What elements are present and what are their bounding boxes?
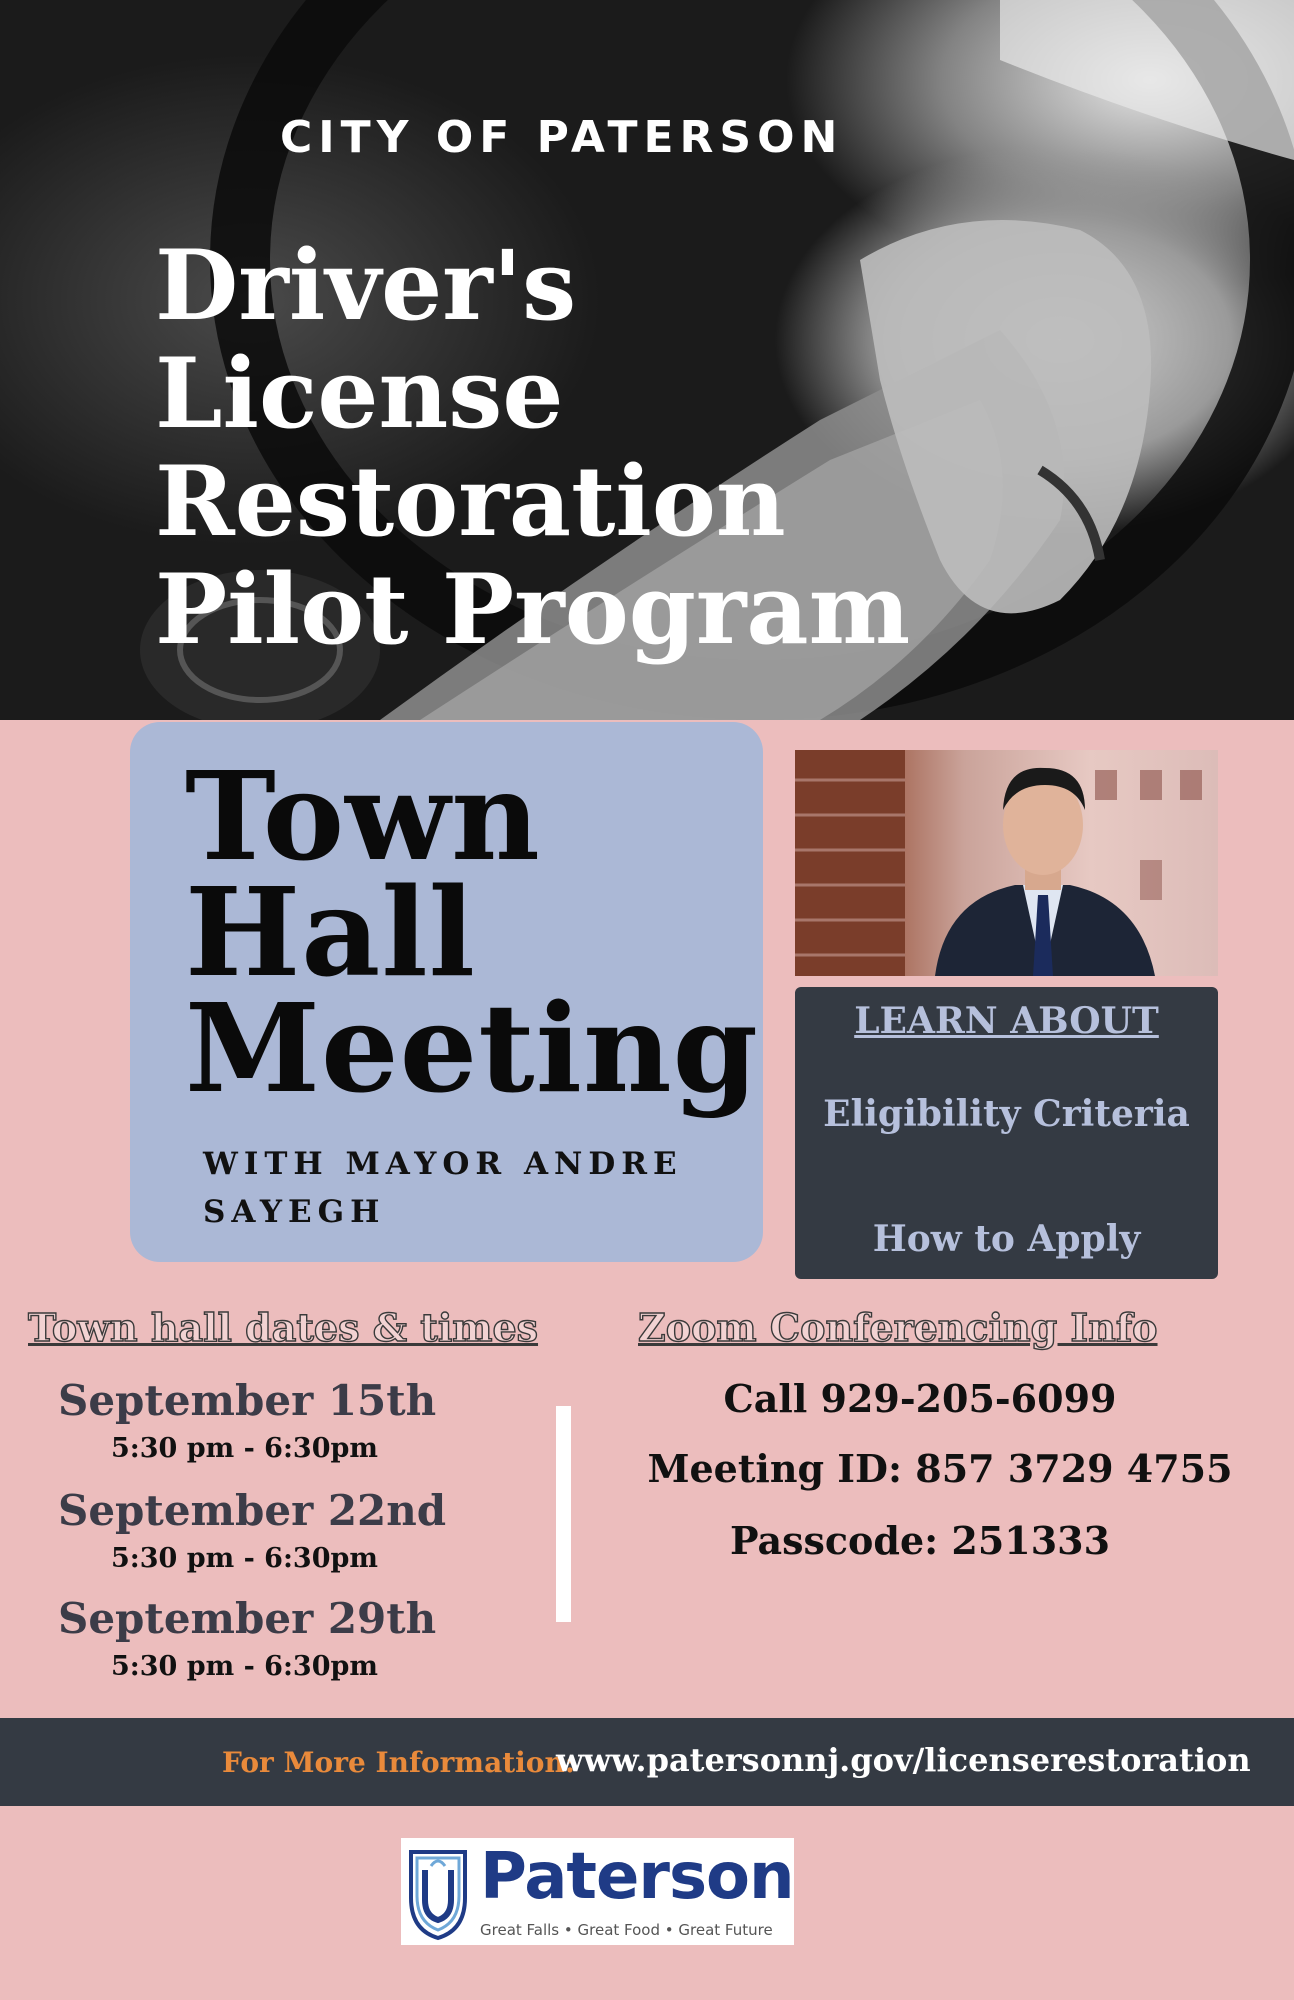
mayor-portrait-illustration	[795, 750, 1218, 976]
more-info-label: For More Information:	[222, 1746, 576, 1779]
logo-wordmark: Paterson	[480, 1840, 794, 1914]
dates-heading: Town hall dates & times	[28, 1305, 539, 1350]
program-title-line: Restoration	[155, 445, 786, 558]
column-divider	[556, 1406, 571, 1622]
session-time: 5:30 pm - 6:30pm	[111, 1543, 378, 1574]
zoom-call-number: Call 929-205-6099	[723, 1376, 1117, 1421]
mayor-photo	[795, 750, 1218, 976]
townhall-title-line: Town	[185, 744, 541, 888]
hero-photo	[0, 0, 1294, 720]
townhall-title-line: Meeting	[185, 976, 759, 1120]
program-title	[155, 229, 911, 666]
paterson-seal-icon	[403, 1838, 473, 1945]
session-date: September 22nd	[58, 1486, 447, 1535]
program-title-line: Driver's	[155, 229, 577, 342]
learn-item-how-to-apply: How to Apply	[872, 1218, 1141, 1260]
program-title-line: License	[155, 337, 564, 450]
city-label: CITY OF PATERSON	[280, 112, 844, 163]
zoom-meeting-id: Meeting ID: 857 3729 4755	[647, 1446, 1233, 1491]
session-time: 5:30 pm - 6:30pm	[111, 1651, 378, 1682]
session-date: September 29th	[58, 1594, 437, 1643]
zoom-heading: Zoom Conferencing Info	[638, 1305, 1158, 1350]
learn-item-label: Eligibility Criteria	[823, 1093, 1190, 1135]
zoom-passcode: Passcode: 251333	[729, 1518, 1111, 1563]
logo-tagline: Great Falls • Great Food • Great Future	[480, 1921, 773, 1939]
session-time: 5:30 pm - 6:30pm	[111, 1433, 378, 1464]
program-title-line: Pilot Program	[155, 553, 911, 666]
learn-about-heading: LEARN ABOUT	[854, 1000, 1159, 1042]
more-info-url[interactable]: www.patersonnj.gov/licenserestoration	[556, 1741, 1251, 1779]
townhall-title	[185, 744, 759, 1120]
townhall-subtitle: WITH MAYOR ANDRE SAYEGH	[203, 1146, 683, 1230]
townhall-title-line: Hall	[185, 860, 477, 1004]
session-date: September 15th	[58, 1376, 437, 1425]
learn-item-eligibility	[795, 1093, 1218, 1135]
